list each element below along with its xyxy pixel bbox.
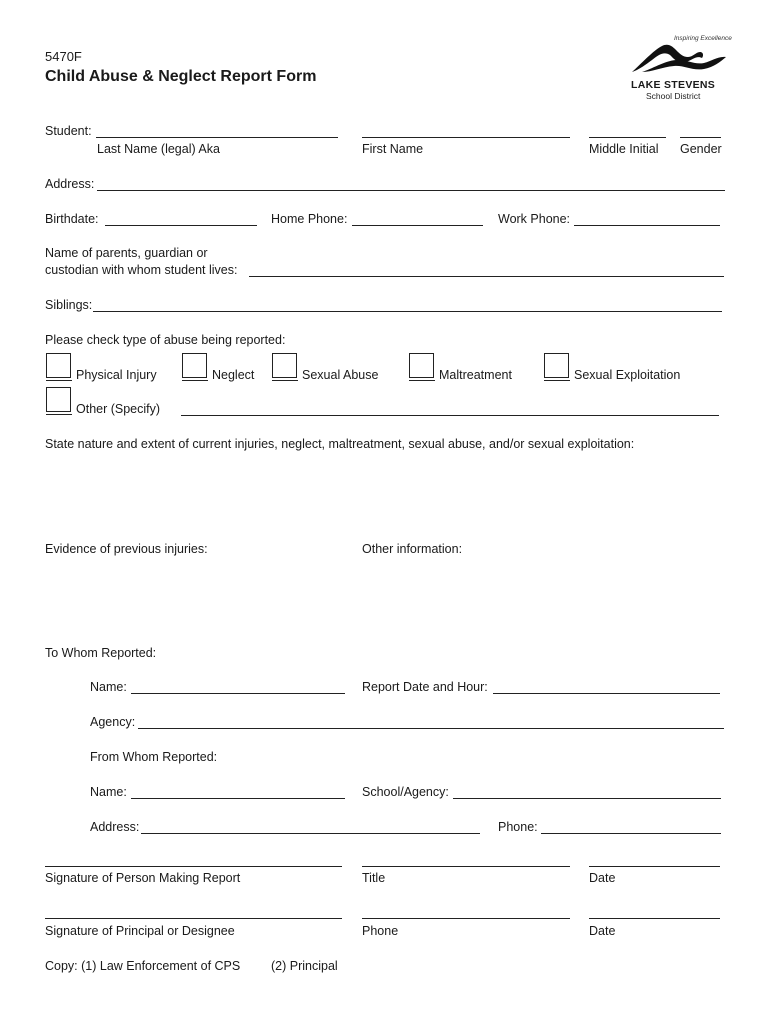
date-line-1[interactable] [589, 866, 720, 867]
neglect-underline [182, 380, 208, 381]
other-info-label: Other information: [362, 542, 463, 556]
work-phone-field[interactable] [574, 225, 720, 226]
student-label: Student: [45, 124, 92, 138]
logo-tagline: Inspiring Excellence [674, 35, 732, 42]
logo-subtitle: School District [646, 91, 701, 101]
other-info-textarea[interactable] [362, 560, 726, 644]
sexual-exploitation-checkbox[interactable] [544, 353, 569, 378]
maltreatment-underline [409, 380, 435, 381]
from-phone-label: Phone: [498, 820, 538, 834]
phone-line[interactable] [362, 918, 570, 919]
to-whom-label: To Whom Reported: [45, 646, 157, 660]
last-name-caption: Last Name (legal) Aka [97, 142, 220, 156]
title-line[interactable] [362, 866, 570, 867]
form-title: Child Abuse & Neglect Report Form [45, 68, 317, 85]
birthdate-label: Birthdate: [45, 212, 99, 226]
sexual-abuse-label: Sexual Abuse [302, 368, 379, 382]
copy-law-enforcement: Copy: (1) Law Enforcement of CPS [45, 959, 241, 973]
physical-injury-checkbox[interactable] [46, 353, 71, 378]
nature-extent-textarea[interactable] [45, 455, 729, 539]
school-agency-label: School/Agency: [362, 785, 449, 799]
home-phone-label: Home Phone: [271, 212, 348, 226]
abuse-type-prompt: Please check type of abuse being reported: [45, 333, 286, 347]
mountain-wave-icon [630, 41, 730, 75]
neglect-label: Neglect [212, 368, 255, 382]
other-checkbox[interactable] [46, 387, 71, 412]
neglect-checkbox[interactable] [182, 353, 207, 378]
gender-field[interactable] [680, 137, 721, 138]
address-label: Address: [45, 177, 95, 191]
sexual-abuse-underline [272, 380, 298, 381]
from-address-field[interactable] [141, 833, 480, 834]
first-name-field[interactable] [362, 137, 570, 138]
agency-label: Agency: [90, 715, 136, 729]
address-field[interactable] [97, 190, 725, 191]
other-label: Other (Specify) [76, 402, 161, 416]
middle-initial-caption: Middle Initial [589, 142, 659, 156]
nature-extent-label: State nature and extent of current injuries, neglect, maltreatment, sexual abuse, and/or sexual exploitation: [45, 437, 635, 451]
other-underline [46, 414, 72, 415]
parents-field[interactable] [249, 276, 724, 277]
maltreatment-label: Maltreatment [439, 368, 512, 382]
other-specify-field[interactable] [181, 415, 719, 416]
date-caption-2: Date [589, 924, 616, 938]
report-date-field[interactable] [493, 693, 720, 694]
first-name-caption: First Name [362, 142, 424, 156]
parents-label-line1: Name of parents, guardian or [45, 246, 208, 260]
to-name-field[interactable] [131, 693, 345, 694]
signature-principal-line[interactable] [45, 918, 342, 919]
gender-caption: Gender [680, 142, 722, 156]
phone-caption: Phone [362, 924, 399, 938]
to-name-label: Name: [90, 680, 127, 694]
date-caption-1: Date [589, 871, 616, 885]
agency-field[interactable] [138, 728, 724, 729]
maltreatment-checkbox[interactable] [409, 353, 434, 378]
parents-label-line2: custodian with whom student lives: [45, 263, 238, 277]
signature-person-line[interactable] [45, 866, 342, 867]
evidence-label: Evidence of previous injuries: [45, 542, 208, 556]
from-name-field[interactable] [131, 798, 345, 799]
sexual-exploitation-label: Sexual Exploitation [574, 368, 681, 382]
evidence-textarea[interactable] [45, 560, 349, 644]
from-whom-label: From Whom Reported: [90, 750, 218, 764]
copy-principal: (2) Principal [271, 959, 338, 973]
signature-principal-caption: Signature of Principal or Designee [45, 924, 235, 938]
school-agency-field[interactable] [453, 798, 721, 799]
from-name-label: Name: [90, 785, 127, 799]
title-caption: Title [362, 871, 386, 885]
physical-injury-underline [46, 380, 72, 381]
report-date-label: Report Date and Hour: [362, 680, 488, 694]
work-phone-label: Work Phone: [498, 212, 571, 226]
birthdate-field[interactable] [105, 225, 257, 226]
siblings-label: Siblings: [45, 298, 93, 312]
last-name-field[interactable] [96, 137, 338, 138]
home-phone-field[interactable] [352, 225, 483, 226]
date-line-2[interactable] [589, 918, 720, 919]
sexual-abuse-checkbox[interactable] [272, 353, 297, 378]
form-code: 5470F [45, 49, 82, 64]
sexual-exploitation-underline [544, 380, 570, 381]
middle-initial-field[interactable] [589, 137, 666, 138]
from-address-label: Address: [90, 820, 140, 834]
physical-injury-label: Physical Injury [76, 368, 157, 382]
siblings-field[interactable] [93, 311, 722, 312]
logo-name: LAKE STEVENS [631, 79, 716, 91]
from-phone-field[interactable] [541, 833, 721, 834]
signature-person-caption: Signature of Person Making Report [45, 871, 241, 885]
district-logo [626, 34, 736, 102]
